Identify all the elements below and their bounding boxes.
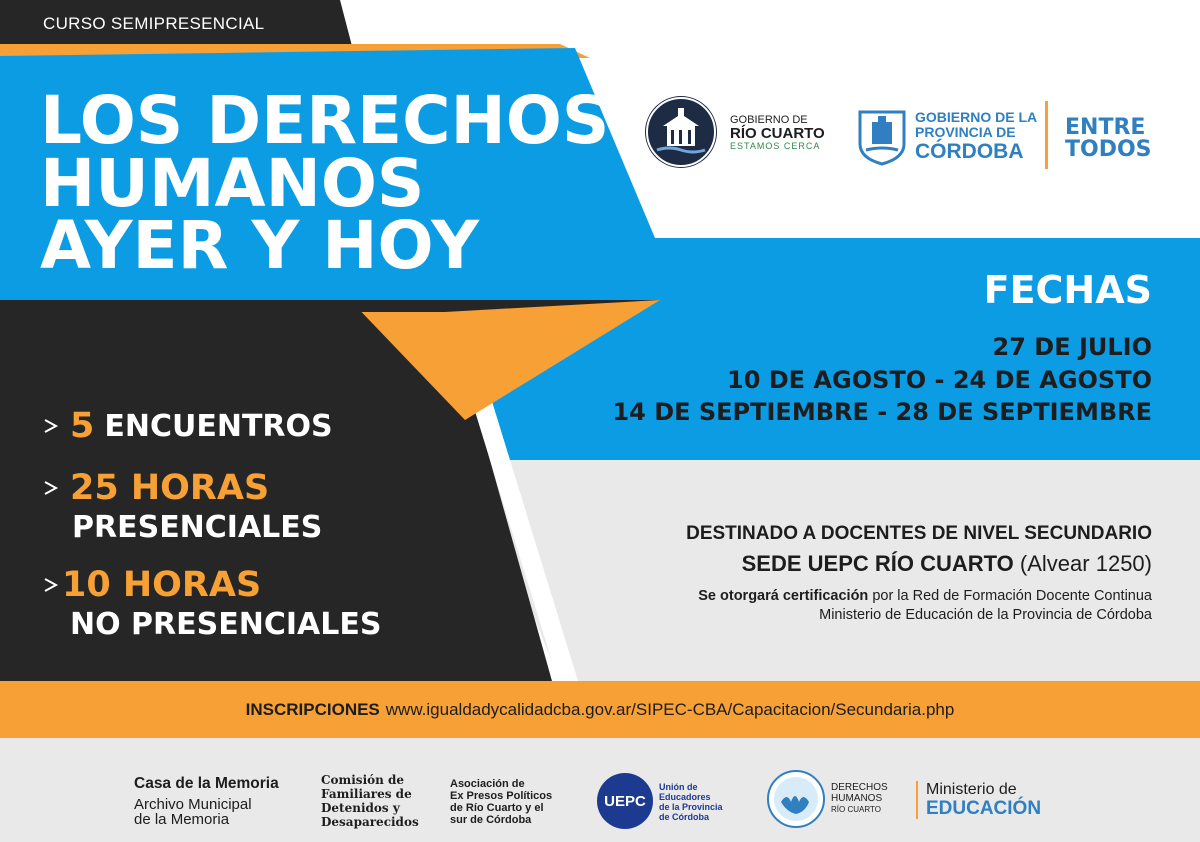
hands-icon	[767, 770, 825, 828]
casa-line-3: de la Memoria	[134, 811, 230, 828]
casa-line-2: Archivo Municipal	[134, 796, 252, 813]
entre-todos-line-1: ENTRE	[1065, 115, 1146, 140]
venue-address: (Alvear 1250)	[1019, 551, 1152, 576]
feature-label: ENCUENTROS	[104, 408, 333, 444]
venue-text	[742, 551, 1152, 577]
registration-label: INSCRIPCIONES	[245, 699, 380, 719]
certification-text	[698, 587, 1152, 625]
comision-line-2: Familiares de	[321, 787, 412, 801]
ministerio-line-2: EDUCACIÓN	[926, 798, 1042, 819]
rio-cuarto-logo	[645, 96, 717, 168]
feature-item-no-presenciales	[42, 565, 271, 605]
feature-item-encuentros	[42, 406, 333, 446]
uepc-line-3: de la Provincia	[659, 802, 723, 812]
asoc-line-3: de Río Cuarto y el	[450, 802, 544, 814]
rio-logo-line-3: ESTAMOS CERCA	[730, 141, 821, 151]
uepc-line-2: Educadores	[659, 792, 711, 802]
uepc-line-4: de Córdoba	[659, 812, 710, 822]
title-line-2: HUMANOS	[40, 145, 425, 222]
logo-divider	[1045, 101, 1048, 169]
comision-line-4: Desaparecidos	[321, 815, 419, 829]
ministerio-educacion-logo	[916, 781, 1041, 819]
rio-cuarto-logo-text	[730, 114, 825, 153]
date-line-3: 14 DE SEPTIEMBRE - 28 DE SEPTIEMBRE	[612, 398, 1152, 426]
feature-label: NO PRESENCIALES	[70, 607, 382, 642]
casa-line-1: Casa de la Memoria	[134, 775, 279, 792]
uepc-logo-icon: UEPC	[597, 773, 653, 829]
comision-line-3: Detenidos y	[321, 801, 400, 815]
title-line-1: LOS DERECHOS	[40, 82, 610, 159]
cert-bold: Se otorgará certificación	[698, 588, 869, 604]
chevron-right-icon	[42, 417, 60, 435]
asoc-line-4: sur de Córdoba	[450, 814, 532, 826]
cert-rest: por la Red de Formación Docente Continua	[872, 588, 1152, 604]
ministerio-line-1: Ministerio de	[926, 781, 1017, 798]
feature-number: 25 HORAS	[70, 468, 270, 508]
hands-graphic	[769, 772, 823, 826]
feature-item-presenciales	[42, 468, 279, 508]
cordoba-shield-icon	[856, 106, 908, 166]
derechos-humanos-logo-text	[831, 782, 888, 815]
asoc-line-2: Ex Presos Políticos	[450, 790, 553, 802]
audience-text: DESTINADO A DOCENTES DE NIVEL SECUNDARIO	[686, 523, 1152, 544]
feature-number: 10 HORAS	[62, 565, 262, 605]
cordoba-logo-text	[915, 110, 1037, 164]
uepc-line-1: Unión de	[659, 782, 698, 792]
course-type-label: CURSO SEMIPRESENCIAL	[43, 14, 265, 33]
chevron-right-icon	[42, 479, 60, 497]
registration-bar	[0, 681, 1200, 738]
entre-todos-line-2: TODOS	[1065, 137, 1152, 162]
registration-url[interactable]: www.igualdadycalidadcba.gov.ar/SIPEC-CBA/Capacitacion/Secundaria.php	[385, 699, 955, 719]
comision-line-1: Comisión de	[321, 773, 405, 787]
cba-logo-line-1: GOBIERNO DE LA	[915, 109, 1038, 125]
title-line-3: AYER Y HOY	[40, 207, 479, 284]
dh-line-2: HUMANOS	[831, 793, 883, 804]
comision-familiares-logo	[321, 773, 419, 829]
dh-line-3: RÍO CUARTO	[831, 805, 881, 814]
cba-logo-line-2: PROVINCIA DE	[915, 124, 1016, 140]
casa-memoria-logo	[134, 776, 279, 827]
chevron-right-icon	[42, 576, 60, 594]
date-line-2: 10 DE AGOSTO - 24 DE AGOSTO	[727, 366, 1152, 394]
rio-logo-line-2: RÍO CUARTO	[730, 125, 825, 142]
uepc-logo-text	[659, 782, 723, 822]
entre-todos-logo	[1065, 117, 1152, 161]
feature-number: 5	[70, 406, 95, 446]
cert-line-2: Ministerio de Educación de la Provincia de Córdoba	[819, 607, 1152, 623]
dates-heading: FECHAS	[983, 268, 1152, 312]
asociacion-logo	[450, 778, 552, 826]
dh-line-1: DERECHOS	[831, 782, 888, 793]
rio-logo-line-1: GOBIERNO DE	[730, 114, 808, 126]
building-icon	[645, 96, 717, 168]
asoc-line-1: Asociación de	[450, 778, 525, 790]
feature-label: PRESENCIALES	[72, 510, 323, 545]
cba-logo-line-3: CÓRDOBA	[915, 140, 1024, 163]
venue-name: SEDE UEPC RÍO CUARTO	[741, 551, 1014, 576]
date-line-1: 27 DE JULIO	[992, 333, 1152, 361]
